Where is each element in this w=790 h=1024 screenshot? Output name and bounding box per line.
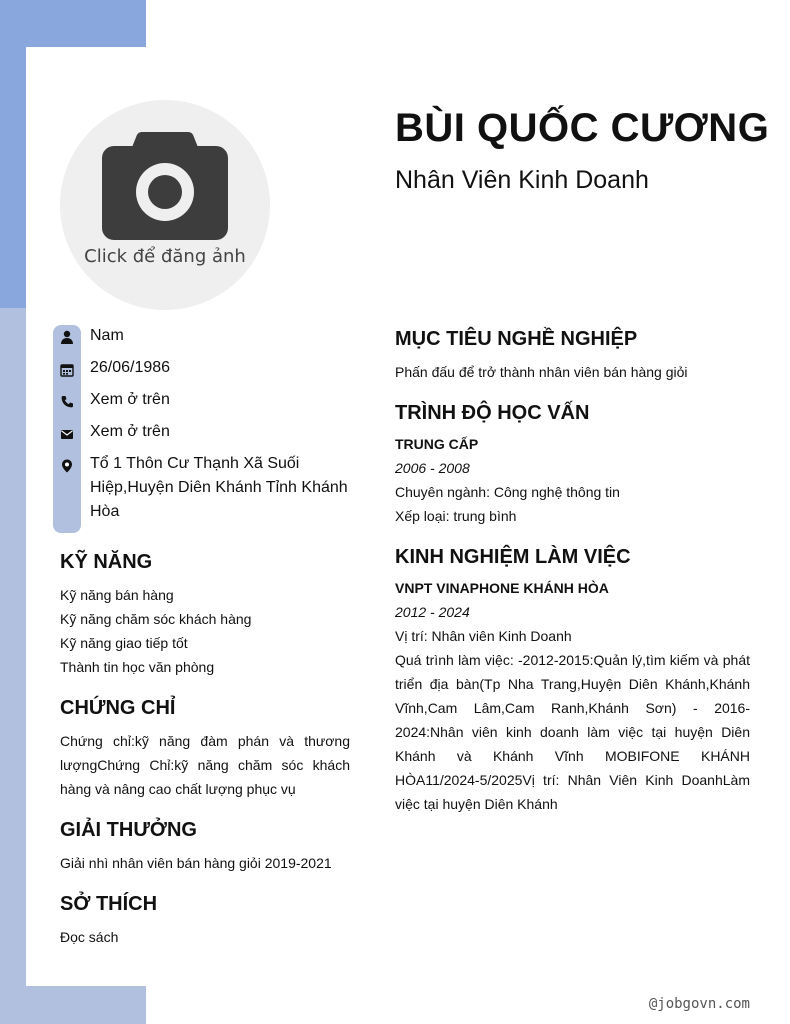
contact-phone: Xem ở trên: [90, 391, 170, 408]
objective-title: MỤC TIÊU NGHỀ NGHIỆP: [395, 328, 638, 350]
skill-item: Thành tin học văn phòng: [60, 659, 215, 675]
objective-text: Phấn đấu để trở thành nhân viên bán hàng giỏi: [395, 364, 688, 380]
full-name: BÙI QUỐC CƯƠNG: [395, 106, 770, 150]
contact-birthday: 26/06/1986: [90, 359, 171, 376]
experience-title: KINH NGHIỆM LÀM VIỆC: [395, 546, 631, 568]
photo-upload[interactable]: [60, 100, 270, 310]
skill-item: Kỹ năng giao tiếp tốt: [60, 635, 188, 651]
experience-company: VNPT VINAPHONE KHÁNH HÒA: [395, 580, 609, 596]
mail-icon: [60, 427, 74, 441]
camera-icon: [102, 130, 228, 242]
watermark: @jobgovn.com: [648, 996, 750, 1012]
certificates-title: CHỨNG CHỈ: [60, 697, 176, 719]
location-pin-icon: [60, 459, 74, 473]
job-title: Nhân Viên Kinh Doanh: [395, 166, 649, 194]
awards-title: GIẢI THƯỞNG: [60, 819, 197, 841]
awards-text: Giải nhì nhân viên bán hàng giỏi 2019-2021: [60, 855, 332, 871]
hobbies-text: Đọc sách: [60, 929, 119, 945]
certificates-text: Chứng chỉ:kỹ năng đàm phán và thương lượngChứng Chỉ:kỹ năng chăm sóc khách hàng và nâng cao chất lượng phục vụ: [60, 733, 350, 797]
skill-item: Kỹ năng chăm sóc khách hàng: [60, 611, 252, 627]
education-major: Chuyên ngành: Công nghệ thông tin: [395, 484, 620, 500]
calendar-icon: [60, 363, 74, 377]
skill-item: Kỹ năng bán hàng: [60, 587, 174, 603]
contact-email: Xem ở trên: [90, 423, 170, 440]
contact-address: Tổ 1 Thôn Cư Thạnh Xã Suối Hiệp,Huyện Diên Khánh Tỉnh Khánh Hòa: [90, 455, 348, 520]
experience-position: Vị trí: Nhân viên Kinh Doanh: [395, 628, 572, 644]
education-school: TRUNG CẤP: [395, 436, 479, 452]
contact-gender: Nam: [90, 327, 124, 344]
phone-icon: [60, 395, 74, 409]
person-icon: [60, 330, 74, 344]
experience-description: Quá trình làm việc: -2012-2015:Quản lý,tìm kiếm và phát triển địa bàn(Tp Nha Trang,Huyện Diên Khánh,Khánh Vĩnh,Cam Lâm,Cam Ranh,Khánh Sơn) - 2016-2024:Nhân viên kinh doanh làm việc tại huyện Diên Khánh và Khánh Vĩnh MOBIFONE KHÁNH HÒA11/2024-5/2025Vị trí: Nhân Viên Kinh DoanhLàm việc tại huyện Diên Khánh: [395, 652, 750, 812]
skills-title: KỸ NĂNG: [60, 551, 153, 573]
hobbies-title: SỞ THÍCH: [60, 893, 158, 915]
photo-upload-label: Click để đăng ảnh: [84, 246, 246, 267]
education-title: TRÌNH ĐỘ HỌC VẤN: [395, 402, 590, 424]
experience-period: 2012 - 2024: [395, 604, 470, 620]
education-period: 2006 - 2008: [395, 460, 470, 476]
education-grade: Xếp loại: trung bình: [395, 508, 517, 524]
